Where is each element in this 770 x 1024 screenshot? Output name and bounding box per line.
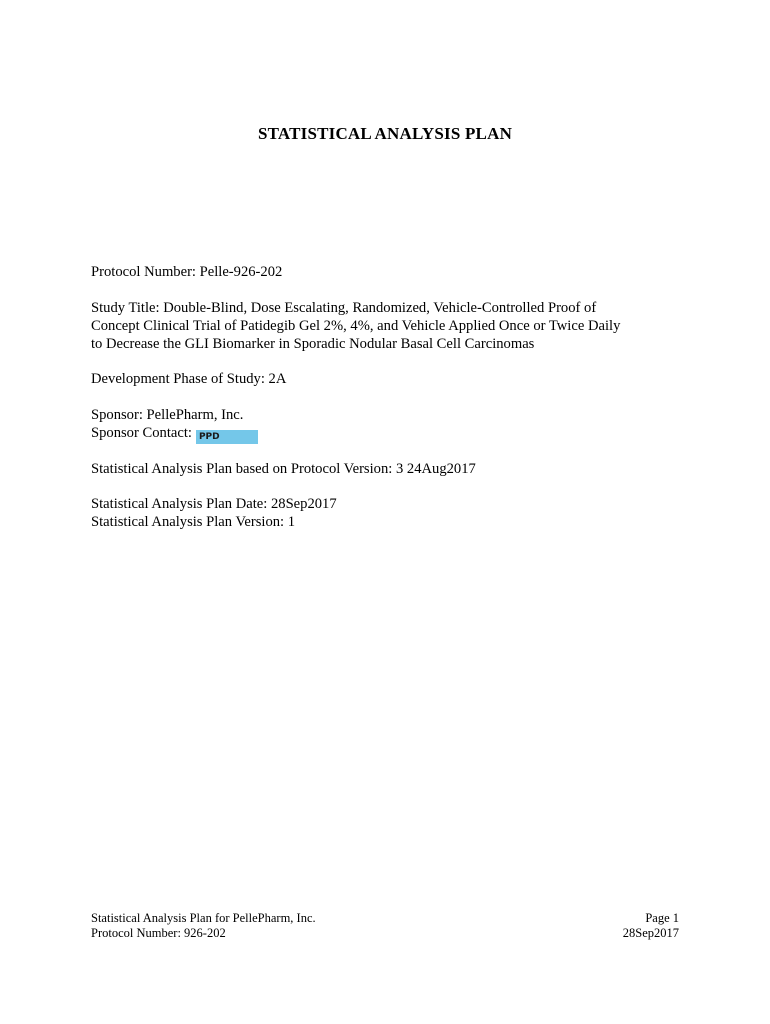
protocol-version: Statistical Analysis Plan based on Protocol Version: 3 24Aug2017 <box>91 461 476 477</box>
footer-company: Statistical Analysis Plan for PellePharm, Inc. <box>91 911 316 925</box>
footer-date: 28Sep2017 <box>622 926 679 940</box>
sponsor: Sponsor: PellePharm, Inc. <box>91 407 244 423</box>
sap-date: Statistical Analysis Plan Date: 28Sep2017 <box>91 496 337 512</box>
redaction-box: PPD <box>196 430 258 444</box>
study-title-line-2: Concept Clinical Trial of Patidegib Gel 2%, 4%, and Vehicle Applied Once or Twice Daily <box>91 318 621 334</box>
footer-left <box>91 911 316 941</box>
footer-right <box>623 911 679 941</box>
page-number: Page 1 <box>645 911 679 925</box>
development-phase: Development Phase of Study: 2A <box>91 371 287 387</box>
sponsor-contact <box>91 424 258 444</box>
sponsor-contact-label: Sponsor Contact: <box>91 425 192 441</box>
document-title: STATISTICAL ANALYSIS PLAN <box>257 124 513 143</box>
footer-protocol: Protocol Number: 926-202 <box>91 926 226 940</box>
sap-version: Statistical Analysis Plan Version: 1 <box>91 514 296 530</box>
study-title-line-1: Study Title: Double-Blind, Dose Escalating, Randomized, Vehicle-Controlled Proof of <box>91 300 597 316</box>
protocol-number: Protocol Number: Pelle-926-202 <box>91 264 283 280</box>
study-title-line-3: to Decrease the GLI Biomarker in Sporadic Nodular Basal Cell Carcinomas <box>91 336 535 352</box>
